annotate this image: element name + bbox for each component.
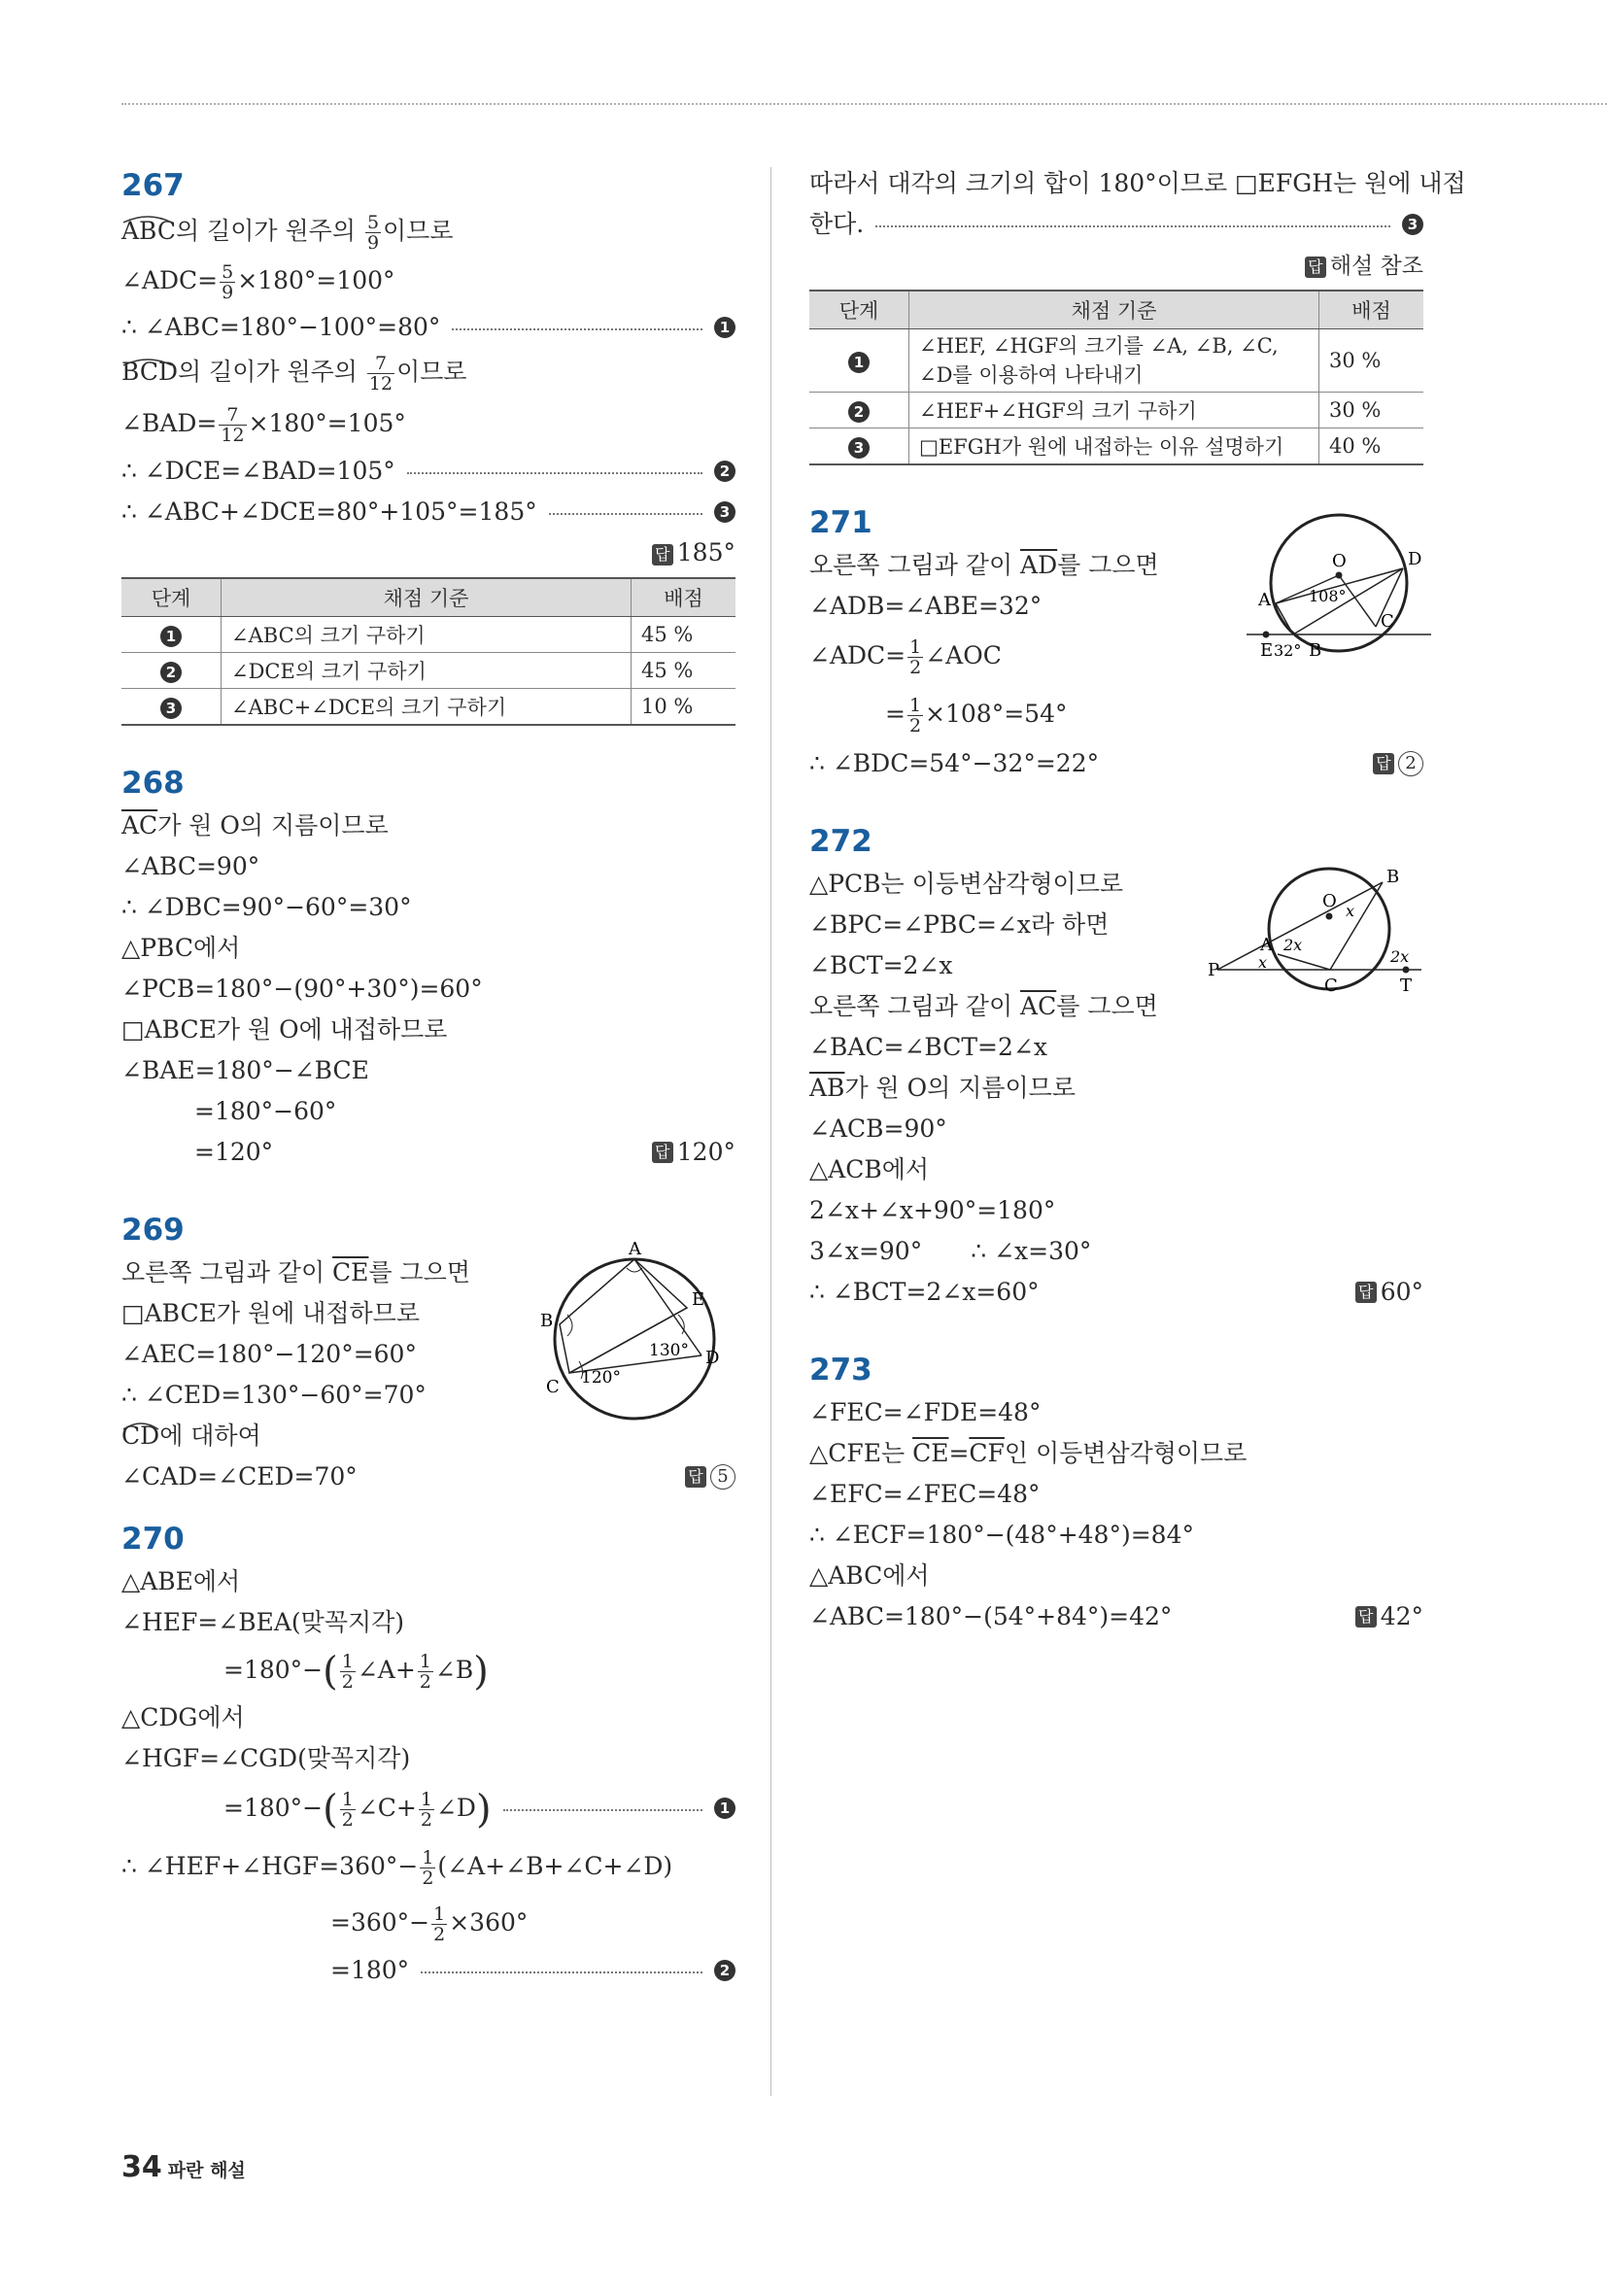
step-marker: 1 bbox=[714, 317, 735, 338]
svg-text:O: O bbox=[1322, 891, 1337, 911]
solution-line: ∠BAD= $\frac{7}{12}$ ×180°=105° bbox=[121, 404, 406, 446]
fig-label: B bbox=[540, 1311, 554, 1331]
step-cell: 2 bbox=[809, 393, 909, 428]
problem-267 bbox=[121, 163, 735, 726]
solution-line: =180° 2 bbox=[121, 1950, 735, 1991]
table-header-row bbox=[809, 291, 1423, 329]
step-marker: 3 bbox=[714, 501, 735, 523]
problem-272 bbox=[809, 819, 1423, 1313]
svg-text:A: A bbox=[1260, 935, 1273, 955]
table-header: 배점 bbox=[1319, 291, 1424, 329]
step-cell: 1 bbox=[809, 329, 909, 393]
score-cell: 30 % bbox=[1319, 329, 1424, 393]
solution-line: △CDG에서 bbox=[121, 1703, 245, 1731]
answer-value: 60° bbox=[1380, 1278, 1423, 1306]
svg-text:108°: 108° bbox=[1309, 587, 1347, 605]
score-cell: 30 % bbox=[1319, 393, 1424, 428]
arc-label: ABC bbox=[121, 217, 177, 245]
solution-line: ∠PCB=180°−(90°+30°)=60° bbox=[121, 975, 483, 1003]
solution-line: ∴ ∠BCT=2∠x=60° 답 60° bbox=[809, 1272, 1423, 1313]
solution-line: ∠FEC=∠FDE=48° bbox=[809, 1398, 1042, 1426]
solution-line: ∠ABC=90° bbox=[121, 852, 260, 880]
solution-line: 따라서 대각의 크기의 합이 180°이므로 □EFGH는 원에 내접 bbox=[809, 169, 1466, 197]
svg-text:B: B bbox=[1309, 640, 1322, 661]
fig-label: D bbox=[705, 1348, 720, 1368]
solution-line: $\overline{AC}$가 원 O의 지름이므로 bbox=[121, 811, 389, 840]
solution-line: ∴ ∠DCE=∠BAD=105° 2 bbox=[121, 451, 735, 492]
answer-badge: 답 bbox=[1355, 1282, 1377, 1303]
svg-text:2x: 2x bbox=[1390, 947, 1410, 966]
footer-title: 파란 해설 bbox=[167, 2160, 246, 2181]
fraction: $\frac{5}{9}$ bbox=[366, 212, 380, 254]
solution-line: 3∠x=90° ∴ ∠x=30° bbox=[809, 1237, 1092, 1265]
page-number: 34 bbox=[121, 2150, 162, 2184]
solution-line: ∠HGF=∠CGD(맞꼭지각) bbox=[121, 1744, 411, 1772]
solution-line: ∴ ∠BDC=54°−32°=22° 답 2 bbox=[809, 743, 1423, 784]
solution-line: ∴ ∠CED=130°−60°=70° bbox=[121, 1381, 427, 1409]
solution-line: 한다. 3 bbox=[809, 204, 1423, 245]
solution-line: ∠BAC=∠BCT=2∠x bbox=[809, 1033, 1047, 1061]
answer-value: 해설 참조 bbox=[1329, 254, 1423, 279]
solution-line: ∴ ∠ECF=180°−(48°+48°)=84° bbox=[809, 1521, 1194, 1549]
problem-number: 268 bbox=[121, 766, 185, 801]
circle-figure-269 bbox=[534, 1237, 729, 1431]
grading-table bbox=[121, 577, 735, 726]
circle-figure-271 bbox=[1247, 510, 1441, 685]
solution-line: ABC의 길이가 원주의 $\frac{5}{9}$ 이므로 bbox=[121, 212, 454, 254]
criterion-cell: ∠ABC의 크기 구하기 bbox=[222, 617, 632, 653]
solution-line: ∠EFC=∠FEC=48° bbox=[809, 1480, 1041, 1508]
solution-line: □ABCE가 원 O에 내접하므로 bbox=[121, 1015, 448, 1044]
svg-text:T: T bbox=[1400, 976, 1413, 996]
table-header: 단계 bbox=[121, 578, 222, 617]
circle-figure-272 bbox=[1208, 853, 1431, 1018]
answer-line bbox=[121, 532, 735, 573]
solution-line: ∠CAD=∠CED=70° 답 5 bbox=[121, 1456, 735, 1497]
table-header: 단계 bbox=[809, 291, 909, 329]
criterion-cell: ∠DCE의 크기 구하기 bbox=[222, 653, 632, 689]
solution-line: ∠ADC= $\frac{1}{2}$ ∠AOC bbox=[809, 636, 1002, 678]
solution-line: △ACB에서 bbox=[809, 1155, 930, 1183]
fig-label: C bbox=[546, 1377, 560, 1397]
solution-line: △ABE에서 bbox=[121, 1567, 241, 1595]
solution-line: =180°−( $\frac{1}{2}$ ∠C+ $\frac{1}{2}$ ∠D) 1 bbox=[121, 1779, 735, 1837]
answer-badge: 답 bbox=[652, 544, 673, 565]
step-cell: 3 bbox=[121, 689, 222, 726]
problem-270-continued bbox=[809, 163, 1466, 465]
fig-label: 120° bbox=[581, 1368, 621, 1388]
solution-line: BCD의 길이가 원주의 $\frac{7}{12}$ 이므로 bbox=[121, 353, 467, 394]
solution-line: ∴ ∠HEF+∠HGF=360°− $\frac{1}{2}$ (∠A+∠B+∠C+∠D) bbox=[121, 1847, 673, 1889]
answer-value: 5 bbox=[710, 1464, 735, 1490]
answer-value: 42° bbox=[1380, 1602, 1423, 1630]
solution-line: =180°−( $\frac{1}{2}$ ∠A+ $\frac{1}{2}$ ∠B) bbox=[223, 1649, 489, 1695]
step-cell: 2 bbox=[121, 653, 222, 689]
problem-269 bbox=[121, 1208, 735, 1497]
solution-line: ∴ ∠DBC=90°−60°=30° bbox=[121, 893, 412, 921]
table-row bbox=[121, 653, 735, 689]
solution-line: ∠BPC=∠PBC=∠x라 하면 bbox=[809, 910, 1110, 939]
svg-text:A: A bbox=[1258, 590, 1271, 610]
solution-line: = $\frac{1}{2}$ ×108°=54° bbox=[885, 695, 1068, 737]
answer-value: 185° bbox=[676, 538, 735, 566]
solution-line: =360°− $\frac{1}{2}$ ×360° bbox=[330, 1903, 529, 1945]
criterion-cell: ∠HEF, ∠HGF의 크기를 ∠A, ∠B, ∠C, ∠D를 이용하여 나타내기 bbox=[909, 329, 1319, 393]
solution-line: ∠ADC= $\frac{5}{9}$ ×180°=100° bbox=[121, 261, 395, 303]
score-cell: 10 % bbox=[632, 689, 736, 726]
problem-number: 271 bbox=[809, 505, 872, 540]
step-cell: 1 bbox=[121, 617, 222, 653]
criterion-cell: ∠HEF+∠HGF의 크기 구하기 bbox=[909, 393, 1319, 428]
arc-label: BCD bbox=[121, 358, 179, 386]
grading-table bbox=[809, 290, 1423, 465]
answer-value: 120° bbox=[676, 1138, 735, 1166]
table-row bbox=[809, 329, 1423, 393]
svg-text:C: C bbox=[1381, 611, 1394, 632]
solution-line: △ABC에서 bbox=[809, 1561, 930, 1590]
svg-text:P: P bbox=[1208, 960, 1220, 980]
answer-badge: 답 bbox=[1305, 257, 1326, 278]
solution-line: ∠ADB=∠ABE=32° bbox=[809, 592, 1043, 620]
problem-number: 267 bbox=[121, 168, 185, 203]
solution-line: ∠ACB=90° bbox=[809, 1114, 947, 1143]
solution-line: △CFE는 $\overline{CE}=\overline{CF}$인 이등변삼각형이므로 bbox=[809, 1439, 1248, 1467]
solution-line: 오른쪽 그림과 같이 $\overline{CE}$를 그으면 bbox=[121, 1258, 470, 1286]
fraction: $\frac{5}{9}$ bbox=[222, 261, 234, 303]
svg-text:x: x bbox=[1258, 953, 1268, 972]
answer-badge: 답 bbox=[685, 1466, 706, 1488]
step-marker: 2 bbox=[714, 1960, 735, 1981]
solution-line: ∠HEF=∠BEA(맞꼭지각) bbox=[121, 1608, 405, 1636]
solution-line: ∠BCT=2∠x bbox=[809, 951, 953, 979]
solution-line: 오른쪽 그림과 같이 $\overline{AC}$를 그으면 bbox=[809, 992, 1158, 1020]
leader-dots bbox=[549, 513, 702, 515]
solution-line: ∠BAE=180°−∠BCE bbox=[121, 1056, 369, 1084]
answer-badge: 답 bbox=[1355, 1606, 1377, 1628]
step-marker: 3 bbox=[1402, 214, 1423, 235]
solution-line: CD에 대하여 bbox=[121, 1422, 261, 1450]
solution-line: △PCB는 이등변삼각형이므로 bbox=[809, 870, 1123, 898]
arc-label: CD bbox=[121, 1422, 160, 1450]
problem-number: 272 bbox=[809, 824, 872, 859]
problem-number: 269 bbox=[121, 1213, 185, 1248]
fig-label: A bbox=[629, 1239, 641, 1259]
fraction: $\frac{7}{12}$ bbox=[368, 353, 393, 394]
solution-line: =180°−60° bbox=[194, 1097, 337, 1125]
step-marker: 1 bbox=[714, 1798, 735, 1819]
fraction: $\frac{7}{12}$ bbox=[221, 404, 245, 446]
svg-text:D: D bbox=[1408, 549, 1422, 569]
answer-value: 2 bbox=[1398, 751, 1423, 776]
problem-268 bbox=[121, 761, 735, 1173]
left-column bbox=[121, 163, 735, 1991]
problem-273 bbox=[809, 1348, 1423, 1637]
table-header: 채점 기준 bbox=[222, 578, 632, 617]
solution-line: ∴ ∠ABC=180°−100°=80° 1 bbox=[121, 307, 735, 348]
table-row bbox=[809, 428, 1423, 465]
score-cell: 45 % bbox=[632, 653, 736, 689]
solution-line: △PBC에서 bbox=[121, 934, 241, 962]
top-dotted-rule bbox=[121, 103, 1607, 105]
svg-text:O: O bbox=[1332, 551, 1347, 571]
page-footer bbox=[121, 2150, 246, 2184]
solution-line: ∠ABC=180°−(54°+84°)=42° 답 42° bbox=[809, 1596, 1423, 1637]
svg-text:B: B bbox=[1386, 867, 1400, 887]
score-cell: 40 % bbox=[1319, 428, 1424, 465]
problem-270 bbox=[121, 1517, 735, 1991]
score-cell: 45 % bbox=[632, 617, 736, 653]
column-divider bbox=[770, 167, 771, 2096]
problem-number: 270 bbox=[121, 1522, 185, 1557]
leader-dots bbox=[452, 328, 702, 330]
solution-line: ∴ ∠ABC+∠DCE=80°+105°=185° 3 bbox=[121, 492, 735, 532]
solution-line: □ABCE가 원에 내접하므로 bbox=[121, 1299, 420, 1327]
fig-label: E bbox=[692, 1289, 705, 1310]
leader-dots bbox=[407, 472, 702, 474]
table-row bbox=[121, 689, 735, 726]
problem-271 bbox=[809, 500, 1423, 784]
step-marker: 2 bbox=[714, 461, 735, 482]
answer-badge: 답 bbox=[652, 1142, 673, 1163]
table-row bbox=[121, 617, 735, 653]
solution-line: 오른쪽 그림과 같이 $\overline{AD}$를 그으면 bbox=[809, 551, 1159, 579]
criterion-cell: ∠ABC+∠DCE의 크기 구하기 bbox=[222, 689, 632, 726]
svg-text:32°: 32° bbox=[1274, 641, 1302, 660]
table-header-row bbox=[121, 578, 735, 617]
answer-line bbox=[809, 245, 1423, 286]
svg-text:x: x bbox=[1346, 902, 1355, 920]
step-cell: 3 bbox=[809, 428, 909, 465]
solution-line: 2∠x+∠x+90°=180° bbox=[809, 1196, 1056, 1224]
answer-badge: 답 bbox=[1373, 753, 1394, 774]
solution-line: ∠AEC=180°−120°=60° bbox=[121, 1340, 417, 1368]
solution-line: =120° 답 120° bbox=[121, 1132, 735, 1173]
problem-number: 273 bbox=[809, 1353, 872, 1388]
criterion-cell: □EFGH가 원에 내접하는 이유 설명하기 bbox=[909, 428, 1319, 465]
svg-text:E: E bbox=[1260, 640, 1274, 661]
solution-line: $\overline{AB}$가 원 O의 지름이므로 bbox=[809, 1074, 1076, 1102]
fig-label: 130° bbox=[649, 1341, 689, 1360]
svg-text:2x: 2x bbox=[1283, 936, 1303, 954]
right-column bbox=[809, 163, 1466, 1637]
table-header: 배점 bbox=[632, 578, 736, 617]
table-row bbox=[809, 393, 1423, 428]
svg-text:C: C bbox=[1324, 976, 1338, 996]
table-header: 채점 기준 bbox=[909, 291, 1319, 329]
